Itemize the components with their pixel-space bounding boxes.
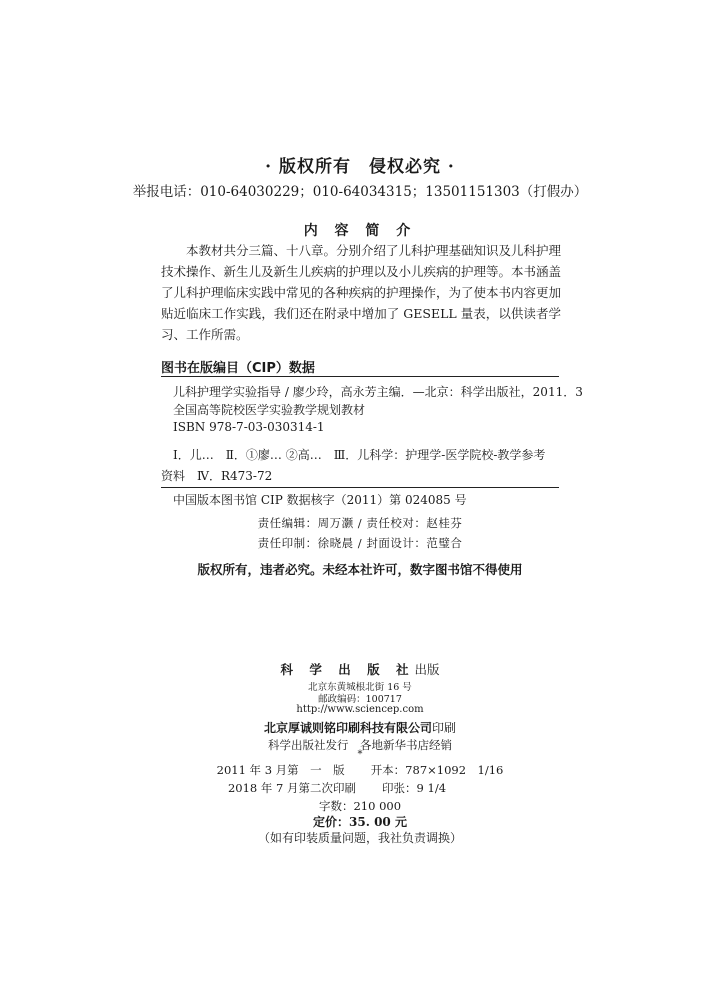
cip-subjects-line-1: Ⅰ．儿… Ⅱ．①廖… ②高… Ⅲ．儿科学：护理学-医学院校-教学参考	[173, 448, 546, 462]
publisher-suffix: 出版	[414, 662, 440, 677]
printing-date: 2018 年 7 月第二次印刷	[227, 781, 357, 795]
cip-heading: 图书在版编目（CIP）数据	[161, 361, 315, 376]
publisher-line	[0, 660, 720, 678]
report-phone: 举报电话：010-64030229；010-64034315；13501151303（打假办）	[132, 184, 588, 200]
separator-mark: *	[357, 749, 363, 760]
copyright-heading: · 版权所有 侵权必究 ·	[265, 157, 455, 177]
price-row	[0, 813, 720, 830]
publisher-name: 科 学 出 版 社	[280, 662, 415, 677]
distribution-line: 科学出版社发行 各地新华书店经销	[268, 738, 452, 752]
cip-verify: 中国版本图书馆 CIP 数据核字（2011）第 024085 号	[173, 493, 467, 507]
summary-paragraph: 本教材共分三篇、十八章。分别介绍了儿科护理基础知识及儿科护理技术操作、新生儿及新生儿疾病的护理以及小儿疾病的护理等。本书涵盖了儿科护理临床实践中常见的各种疾病的护理操作，为了使本书内容更加贴近临床工作实践，我们还在附录中增加了 GESELL 量表，以供读者学习、工作所需。	[161, 243, 562, 342]
print-sheets: 印张：9 1/4	[382, 781, 447, 795]
price-label: 定价：	[313, 815, 350, 829]
printer-line	[0, 719, 720, 736]
rights-notice: 版权所有，违者必究。未经本社许可，数字图书馆不得使用	[197, 562, 523, 577]
printer-name: 北京厚诚则铭印刷科技有限公司	[263, 721, 432, 735]
publisher-address: 北京东黄城根北街 16 号	[308, 682, 412, 693]
cip-bottom-rule	[161, 487, 559, 488]
defect-note: （如有印装质量问题，我社负责调换）	[257, 831, 462, 845]
publisher-postcode: 邮政编码：100717	[318, 694, 402, 705]
printing-row	[0, 780, 720, 796]
printer-suffix: 印刷	[432, 721, 457, 735]
cip-isbn: ISBN 978-7-03-030314-1	[173, 420, 325, 434]
summary-body	[161, 240, 561, 345]
edition-date: 2011 年 3 月第 一 版	[216, 763, 345, 777]
staff-production: 责任印制：徐晓晨 / 封面设计：范璧合	[257, 536, 463, 550]
cip-entry: 儿科护理学实验指导 / 廖少玲，高永芳主编．—北京：科学出版社，2011．3	[173, 385, 583, 399]
wordcount-row: 字数：210 000	[318, 799, 402, 813]
format-size: 开本：787×1092 1/16	[370, 763, 504, 777]
price-value: 35. 00 元	[349, 815, 407, 829]
cip-top-rule	[161, 376, 559, 377]
publisher-website: http://www.sciencep.com	[296, 704, 424, 715]
edition-row	[0, 762, 720, 778]
staff-editors: 责任编辑：周万灏 / 责任校对：赵桂芬	[257, 516, 463, 530]
cip-subjects	[161, 445, 559, 487]
cip-series: 全国高等院校医学实验教学规划教材	[173, 403, 366, 417]
summary-heading: 内 容 简 介	[303, 223, 417, 239]
cip-subjects-line-2: 资料 Ⅳ．R473-72	[161, 469, 273, 483]
